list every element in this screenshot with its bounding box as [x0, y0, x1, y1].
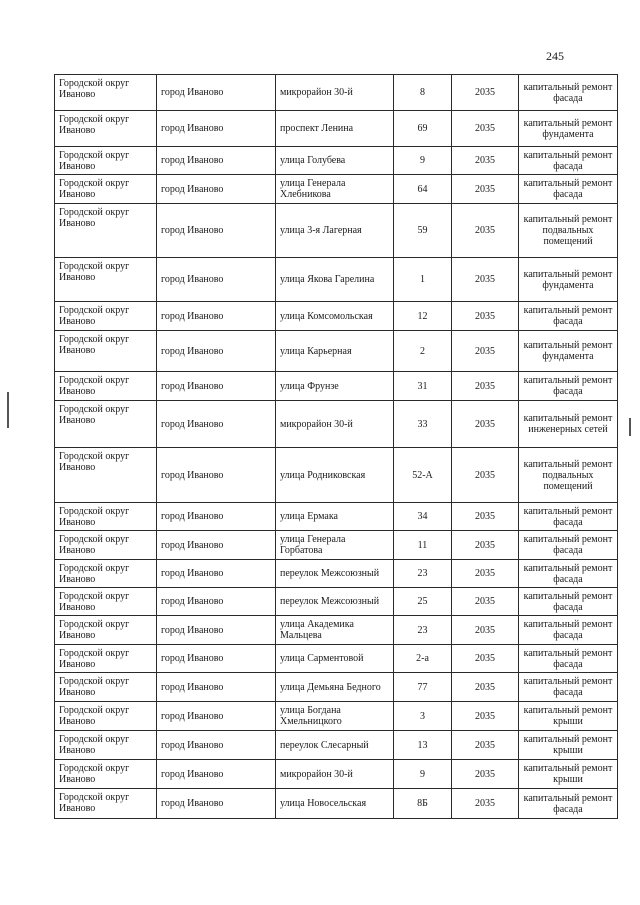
cell-street: улица Сарментовой [276, 645, 394, 673]
cell-house: 12 [394, 302, 452, 331]
cell-work: капитальный ремонт подвальных помещений [519, 204, 618, 258]
cell-district: Городской округ Иваново [55, 175, 157, 204]
cell-work: капитальный ремонт фасада [519, 789, 618, 819]
cell-city: город Иваново [157, 147, 276, 175]
cell-street: проспект Ленина [276, 111, 394, 147]
cell-city: город Иваново [157, 372, 276, 401]
cell-street: улица Карьерная [276, 331, 394, 372]
cell-year: 2035 [452, 503, 519, 531]
table-row [55, 258, 618, 302]
table-row [55, 204, 618, 258]
cell-street: улица 3-я Лагерная [276, 204, 394, 258]
cell-house: 8 [394, 75, 452, 111]
cell-year: 2035 [452, 645, 519, 673]
cell-district: Городской округ Иваново [55, 372, 157, 401]
cell-year: 2035 [452, 760, 519, 789]
cell-city: город Иваново [157, 331, 276, 372]
cell-district: Городской округ Иваново [55, 702, 157, 731]
cell-district: Городской округ Иваново [55, 531, 157, 560]
table-row [55, 789, 618, 819]
cell-city: город Иваново [157, 616, 276, 645]
cell-house: 33 [394, 401, 452, 448]
cell-street: улица Родниковская [276, 448, 394, 503]
cell-work: капитальный ремонт фасада [519, 302, 618, 331]
cell-year: 2035 [452, 560, 519, 588]
cell-district: Городской округ Иваново [55, 645, 157, 673]
table-row [55, 147, 618, 175]
cell-house: 13 [394, 731, 452, 760]
scan-artifact [7, 392, 9, 428]
cell-house: 2 [394, 331, 452, 372]
cell-district: Городской округ Иваново [55, 401, 157, 448]
cell-year: 2035 [452, 673, 519, 702]
cell-work: капитальный ремонт крыши [519, 760, 618, 789]
cell-work: капитальный ремонт инженерных сетей [519, 401, 618, 448]
cell-street: микрорайон 30-й [276, 75, 394, 111]
cell-city: город Иваново [157, 702, 276, 731]
cell-street: улица Генерала Горбатова [276, 531, 394, 560]
cell-year: 2035 [452, 702, 519, 731]
cell-city: город Иваново [157, 302, 276, 331]
cell-work: капитальный ремонт фасада [519, 531, 618, 560]
cell-street: улица Голубева [276, 147, 394, 175]
cell-work: капитальный ремонт фасада [519, 147, 618, 175]
cell-city: город Иваново [157, 111, 276, 147]
cell-house: 64 [394, 175, 452, 204]
cell-street: микрорайон 30-й [276, 401, 394, 448]
cell-street: улица Академика Мальцева [276, 616, 394, 645]
cell-city: город Иваново [157, 258, 276, 302]
cell-house: 23 [394, 616, 452, 645]
cell-street: улица Фрунзе [276, 372, 394, 401]
cell-district: Городской округ Иваново [55, 448, 157, 503]
cell-district: Городской округ Иваново [55, 560, 157, 588]
cell-district: Городской округ Иваново [55, 302, 157, 331]
cell-street: улица Комсомольская [276, 302, 394, 331]
table-row [55, 302, 618, 331]
cell-city: город Иваново [157, 731, 276, 760]
cell-district: Городской округ Иваново [55, 673, 157, 702]
cell-house: 2-а [394, 645, 452, 673]
cell-year: 2035 [452, 448, 519, 503]
table-row [55, 731, 618, 760]
cell-district: Городской округ Иваново [55, 75, 157, 111]
cell-street: микрорайон 30-й [276, 760, 394, 789]
cell-work: капитальный ремонт фасада [519, 560, 618, 588]
cell-street: переулок Слесарный [276, 731, 394, 760]
table-row [55, 111, 618, 147]
table-row [55, 531, 618, 560]
cell-city: город Иваново [157, 175, 276, 204]
cell-house: 77 [394, 673, 452, 702]
cell-street: улица Новосельская [276, 789, 394, 819]
cell-year: 2035 [452, 401, 519, 448]
cell-city: город Иваново [157, 204, 276, 258]
cell-year: 2035 [452, 147, 519, 175]
cell-work: капитальный ремонт фасада [519, 175, 618, 204]
cell-district: Городской округ Иваново [55, 147, 157, 175]
table-row [55, 616, 618, 645]
cell-district: Городской округ Иваново [55, 204, 157, 258]
table-row [55, 702, 618, 731]
cell-house: 11 [394, 531, 452, 560]
cell-city: город Иваново [157, 531, 276, 560]
cell-city: город Иваново [157, 588, 276, 616]
table-row [55, 75, 618, 111]
cell-work: капитальный ремонт фасада [519, 673, 618, 702]
cell-city: город Иваново [157, 560, 276, 588]
cell-district: Городской округ Иваново [55, 760, 157, 789]
repair-schedule-table [54, 74, 618, 819]
cell-work: капитальный ремонт подвальных помещений [519, 448, 618, 503]
page-number: 245 [546, 49, 564, 63]
cell-street: улица Ермака [276, 503, 394, 531]
cell-work: капитальный ремонт фундамента [519, 111, 618, 147]
cell-house: 59 [394, 204, 452, 258]
cell-house: 1 [394, 258, 452, 302]
cell-house: 52-А [394, 448, 452, 503]
cell-street: переулок Межсоюзный [276, 560, 394, 588]
table-row [55, 372, 618, 401]
table-row [55, 401, 618, 448]
scan-artifact [629, 418, 631, 436]
table-body [55, 75, 618, 819]
cell-house: 8Б [394, 789, 452, 819]
cell-district: Городской округ Иваново [55, 258, 157, 302]
table-row [55, 760, 618, 789]
cell-house: 3 [394, 702, 452, 731]
cell-district: Городской округ Иваново [55, 731, 157, 760]
cell-year: 2035 [452, 331, 519, 372]
cell-year: 2035 [452, 111, 519, 147]
cell-year: 2035 [452, 372, 519, 401]
cell-year: 2035 [452, 75, 519, 111]
cell-house: 31 [394, 372, 452, 401]
cell-city: город Иваново [157, 448, 276, 503]
cell-house: 34 [394, 503, 452, 531]
cell-year: 2035 [452, 175, 519, 204]
cell-district: Городской округ Иваново [55, 588, 157, 616]
cell-work: капитальный ремонт фасада [519, 588, 618, 616]
cell-year: 2035 [452, 258, 519, 302]
cell-house: 25 [394, 588, 452, 616]
cell-house: 69 [394, 111, 452, 147]
cell-house: 9 [394, 147, 452, 175]
cell-city: город Иваново [157, 401, 276, 448]
cell-year: 2035 [452, 616, 519, 645]
table-row [55, 588, 618, 616]
table-row [55, 503, 618, 531]
cell-work: капитальный ремонт фасада [519, 645, 618, 673]
table-row [55, 645, 618, 673]
cell-house: 23 [394, 560, 452, 588]
cell-district: Городской округ Иваново [55, 111, 157, 147]
cell-city: город Иваново [157, 760, 276, 789]
cell-city: город Иваново [157, 645, 276, 673]
cell-city: город Иваново [157, 789, 276, 819]
cell-house: 9 [394, 760, 452, 789]
cell-year: 2035 [452, 731, 519, 760]
cell-year: 2035 [452, 204, 519, 258]
cell-street: переулок Межсоюзный [276, 588, 394, 616]
cell-city: город Иваново [157, 75, 276, 111]
table-row [55, 448, 618, 503]
cell-district: Городской округ Иваново [55, 331, 157, 372]
cell-year: 2035 [452, 302, 519, 331]
cell-street: улица Якова Гарелина [276, 258, 394, 302]
cell-work: капитальный ремонт фундамента [519, 331, 618, 372]
cell-district: Городской округ Иваново [55, 503, 157, 531]
cell-year: 2035 [452, 588, 519, 616]
cell-district: Городской округ Иваново [55, 789, 157, 819]
cell-work: капитальный ремонт крыши [519, 702, 618, 731]
cell-work: капитальный ремонт фундамента [519, 258, 618, 302]
table-row [55, 175, 618, 204]
cell-work: капитальный ремонт крыши [519, 731, 618, 760]
cell-work: капитальный ремонт фасада [519, 75, 618, 111]
cell-city: город Иваново [157, 503, 276, 531]
table-row [55, 331, 618, 372]
cell-work: капитальный ремонт фасада [519, 616, 618, 645]
table-row [55, 560, 618, 588]
cell-street: улица Богдана Хмельницкого [276, 702, 394, 731]
cell-city: город Иваново [157, 673, 276, 702]
cell-street: улица Демьяна Бедного [276, 673, 394, 702]
cell-work: капитальный ремонт фасада [519, 372, 618, 401]
cell-work: капитальный ремонт фасада [519, 503, 618, 531]
cell-year: 2035 [452, 789, 519, 819]
cell-street: улица Генерала Хлебникова [276, 175, 394, 204]
cell-year: 2035 [452, 531, 519, 560]
cell-district: Городской округ Иваново [55, 616, 157, 645]
table-row [55, 673, 618, 702]
